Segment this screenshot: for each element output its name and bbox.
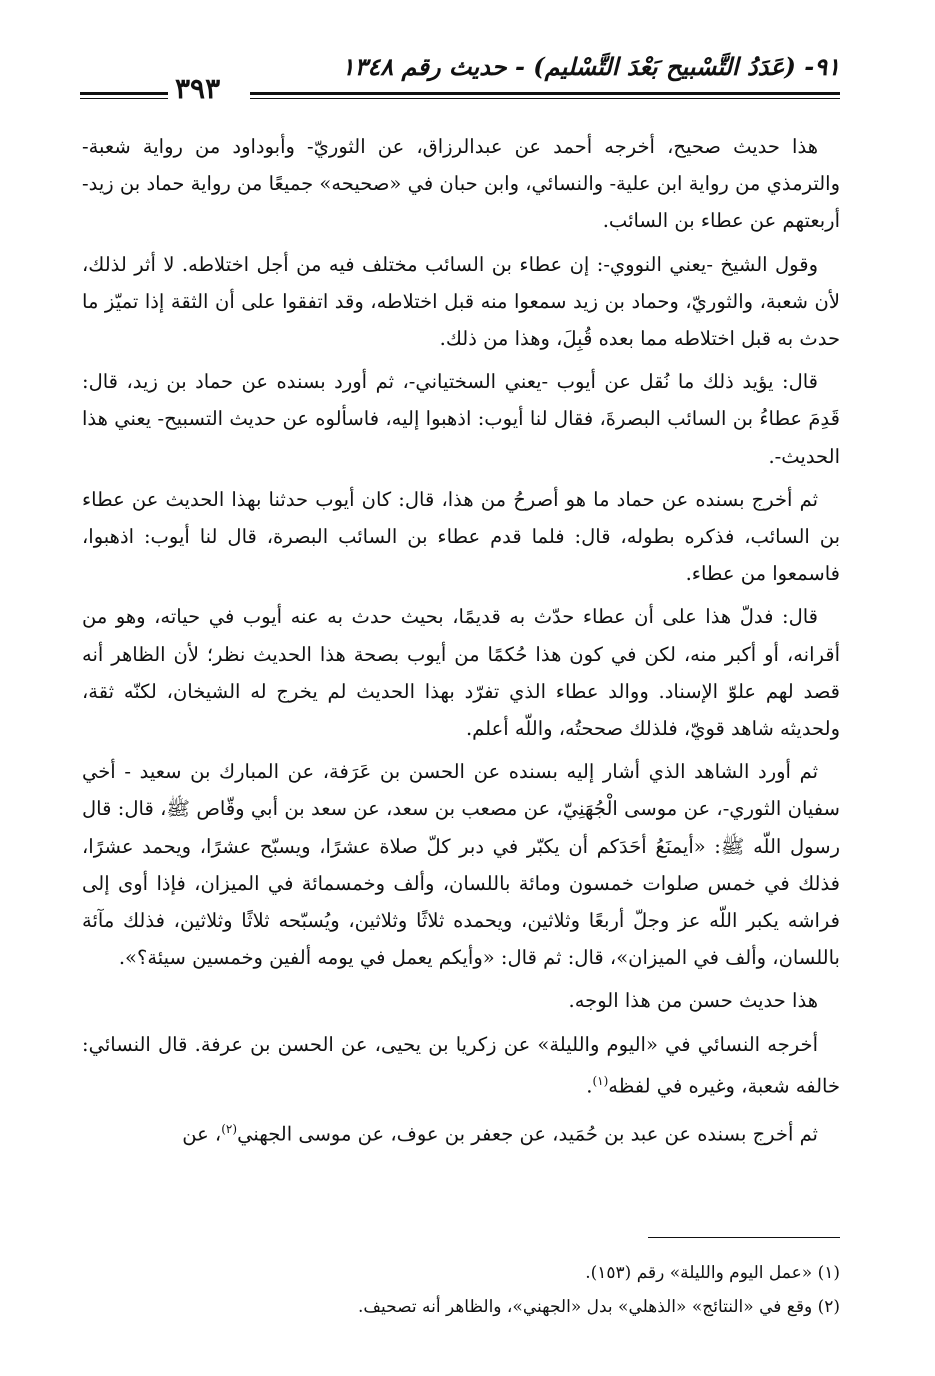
paragraph: هذا حديث صحيح، أخرجه أحمد عن عبدالرزاق، عن الثوريّ- وأبوداود من رواية شعبة- والترمذي من رواية ابن علية- والنسائي، وابن حبان في «صحيحه» جميعًا من رواية حماد بن زيد- أربعتهم عن عطاء بن السائب. [82,135,840,233]
page-number-rule [80,92,168,95]
footnote-ref: (٢) [221,1121,238,1136]
paragraph: ثم أورد الشاهد الذي أشار إليه بسنده عن الحسن بن عَرَفة، عن المبارك بن سعيد - أخي سفيان الثوري-، عن موسى الْجُهَنِيّ، عن مصعب بن سعد، عن سعد بن أبي وقّاص ﷺ، قال: قال رسول اللّه ﷺ: «أيمنَعُ أحَدَكم أن يكبّر في دبر كلّ صلاة عشرًا، ويسبّح عشرًا، ويحمد عشرًا، فذلك في خمس صلوات خمسون ومائة باللسان، وألف وخمسمائة في الميزان، فإذا أوى إلى فراشه يكبر اللّه عز وجلّ أربعًا وثلاثين، ويحمده ثلاثًا وثلاثين، ويُسبّحه ثلاثًا وثلاثين، فذلك مآئة باللسان، وألف في الميزان»، قال: ثم قال: «وأيكم يعمل في يومه ألفين وخمسين سيئة؟». [82,760,840,970]
main-text [82,128,840,1158]
page-number-rule-thin [80,98,168,99]
paragraph [82,1111,840,1153]
running-header [80,50,840,105]
footnote: (٢) وقع في «النتائج» «الذهلي» بدل «الجهني»، والظاهر أنه تصحيف. [357,1297,840,1317]
footnote-separator [648,1237,840,1238]
paragraph: قال: فدلّ هذا على أن عطاء حدّث به قديمًا، بحيث حدث به عنه أيوب في حياته، وهو من أقرانه، أو أكبر منه، لكن في كون هذا حُكمًا من أيوب بصحة هذا الحديث نظر؛ لأن الظاهر أنه قصد لهم علوّ الإسناد. ووالد عطاء الذي تفرّد بهذا الحديث لم يخرج له الشيخان، لكنّه ثقة، ولحديثه شاهد قويّ، فلذلك صححتُه، واللّه أعلم. [82,605,840,741]
footnotes [82,1256,840,1324]
paragraph-text: ثم أخرج بسنده عن عبد بن حُمَيد، عن جعفر بن عوف، عن موسى الجهني [237,1122,818,1146]
paragraph: قال: يؤيد ذلك ما نُقل عن أيوب -يعني السختياني-، ثم أورد بسنده عن حماد بن زيد، قال: قَدِمَ عطاءُ بن السائب البصرةَ، فقال لنا أيوب: اذهبوا إليه، فاسألوه عن حديث التسبيح- يعني هذا الحديث-. [82,370,840,468]
page-number: ٣٩٣ [175,72,221,105]
paragraph-text: ، عن [182,1122,222,1146]
paragraph: ثم أخرج بسنده عن حماد ما هو أصرحُ من هذا، قال: كان أيوب حدثنا بهذا الحديث عن عطاء بن السائب، فذكره بطوله، قال: فلما قدم عطاء بن السائب البصرة، قال لنا أيوب: اذهبوا، فاسمعوا من عطاء. [82,487,840,586]
footnote-ref: (١) [592,1073,609,1088]
header-title: ٩١- (عَدَدُ التَّسْبيح بَعْدَ التَّسْليم) - حديث رقم ١٣٤٨ [341,52,840,81]
header-rule-thin [250,98,840,99]
header-rule [250,92,840,95]
footnote: (١) «عمل اليوم والليلة» رقم (١٥٣). [585,1263,840,1283]
paragraph: أخرجه النسائي في «اليوم والليلة» عن زكريا بن يحيى، عن الحسن بن عرفة. قال النسائي: خالفه شعبة، وغيره في لفظه$^{(١)}$. [82,1032,840,1098]
paragraph: هذا حديث حسن من هذا الوجه. [568,989,818,1013]
paragraph-text: أخرجه النسائي في «اليوم والليلة» عن زكريا بن يحيى، عن الحسن بن عرفة. قال النسائي: خالفه شعبة، وغيره في لفظه [82,1032,840,1098]
paragraph: وقول الشيخ -يعني النووي-: إن عطاء بن السائب مختلف فيه من أجل اختلاطه. لا أثر لذلك، لأن شعبة، والثوريّ، وحماد بن زيد سمعوا منه قبل اختلاطه، وقد اتفقوا على أن الثقة إذا تميّز ما حدث به قبل اختلاطه مما بعده قُبِلَ، وهذا من ذلك. [82,252,840,351]
